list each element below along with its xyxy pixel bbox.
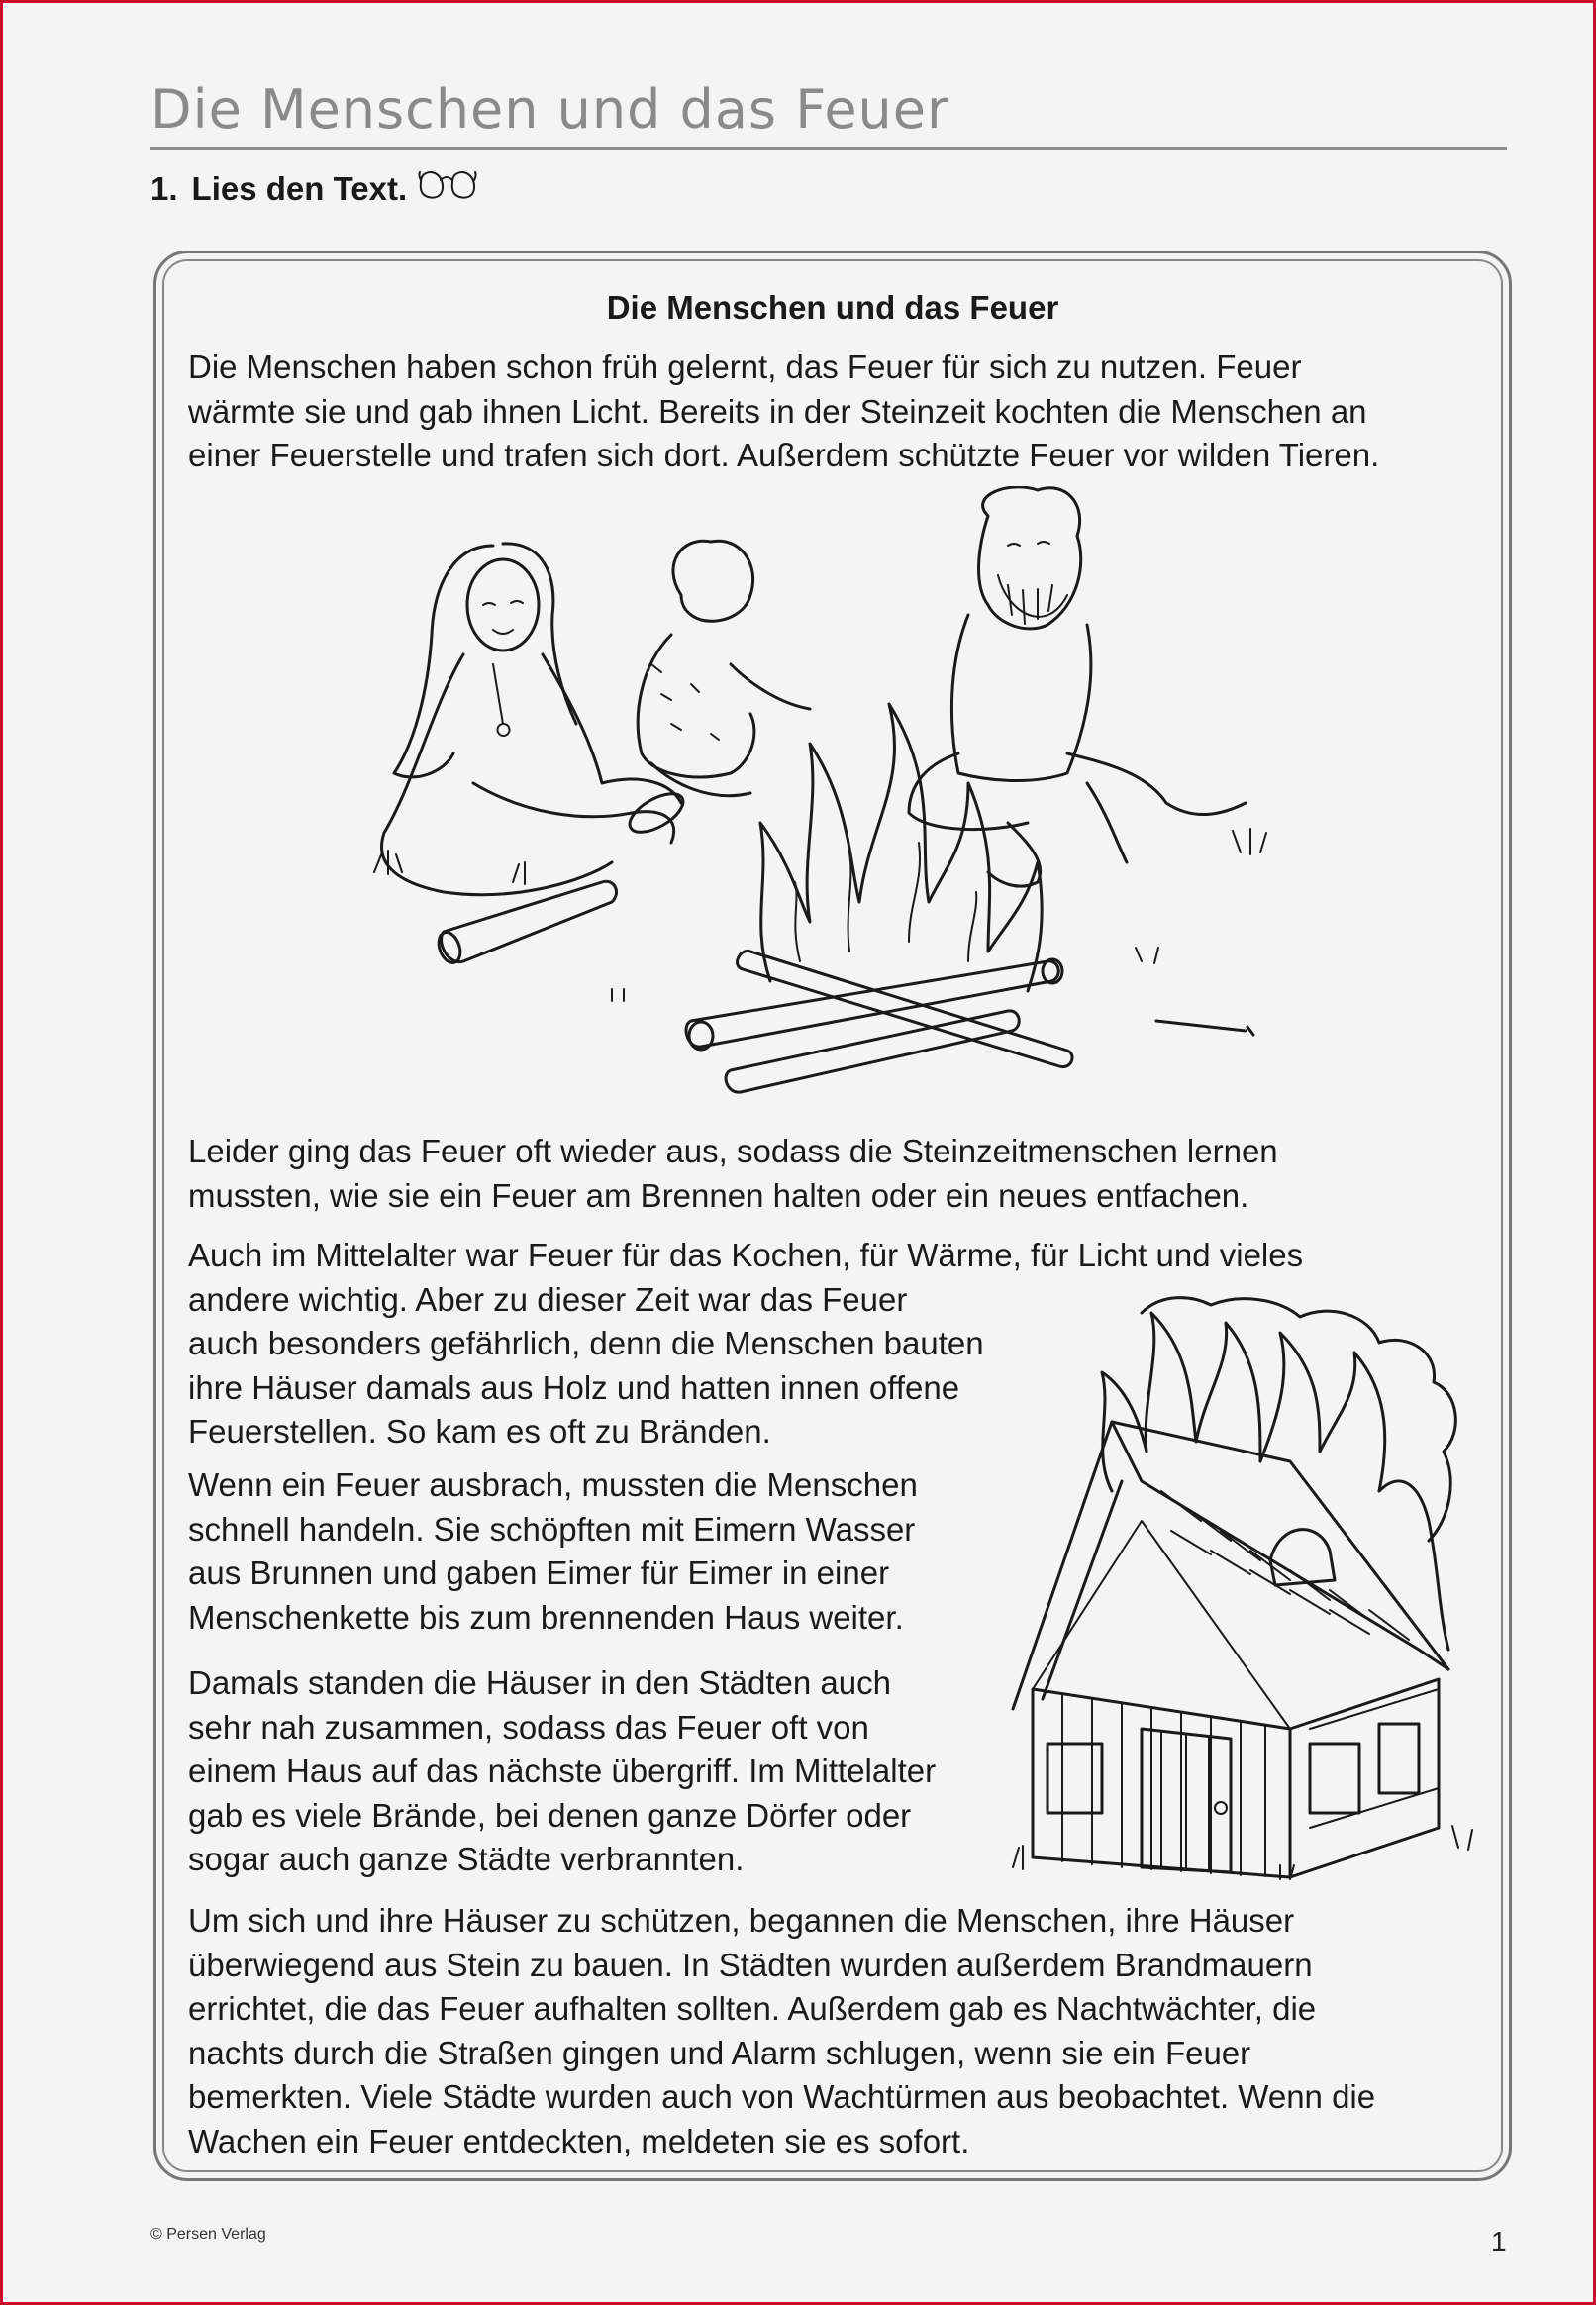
task-instruction [150,168,478,210]
task-text: Lies den Text. [191,170,408,207]
page-title: Die Menschen und das Feuer [150,77,1507,150]
reading-glasses-icon [417,168,478,210]
paragraph-1: Die Menschen haben schon früh gelernt, das Feuer für sich zu nutzen. Feuer wärmte sie und gab ihnen Licht. Bereits in der Steinzeit kochten die Menschen an einer Feuerstelle und trafen sich dort. Außerdem schützte Feuer vor wilden Tieren. [188,349,1380,473]
page-number: 1 [1491,2226,1507,2256]
paragraph-3: Auch im Mittelalter war Feuer für das Kochen, für Wärme, für Licht und vieles andere wichtig. Aber zu dieser Zeit war das Feuer auch besonders gefährlich, denn die Menschen bauten ihre Häuser damals aus Holz und hatten innen offene Feuerstellen. So kam es oft zu Bränden. [188,1237,1304,1450]
copyright-notice: © Persen Verlag [150,2226,266,2243]
paragraph-4: Wenn ein Feuer ausbrach, mussten die Menschen schnell handeln. Sie schöpften mit Eimern Wasser aus Brunnen und gaben Eimer für Eimer in einer Menschenkette bis zum brennenden Haus weiter. [188,1466,918,1636]
reading-text-box [153,251,1512,2181]
task-number: 1. [150,170,178,207]
text-box-title: Die Menschen und das Feuer [606,289,1059,326]
paragraph-2: Leider ging das Feuer oft wieder aus, sodass die Steinzeitmenschen lernen mussten, wie sie ein Feuer am Brennen halten oder ein neues entfachen. [188,1133,1278,1214]
burning-house-illustration [993,1293,1488,1892]
paragraph-5: Damals standen die Häuser in den Städten auch sehr nah zusammen, sodass das Feuer oft von einem Haus auf das nächste übergriff. Im Mittelalter gab es viele Brände, bei denen ganze Dörfer oder sogar auch ganze Städte verbrannten. [188,1664,937,1877]
stone-age-campfire-illustration [354,486,1305,1125]
paragraph-6: Um sich und ihre Häuser zu schützen, begannen die Menschen, ihre Häuser überwiegend aus Stein zu bauen. In Städten wurden außerdem Brandmauern errichtet, die das Feuer aufhalten sollten. Außerdem gab es Nachtwächter, die nachts durch die Straßen gingen und Alarm schlugen, wenn sie ein Feuer bemerkten. Viele Städte wurden auch von Wachtürmen aus beobachtet. Wenn die Wachen ein Feuer entdeckten, meldeten sie es sofort. [188,1902,1376,2159]
